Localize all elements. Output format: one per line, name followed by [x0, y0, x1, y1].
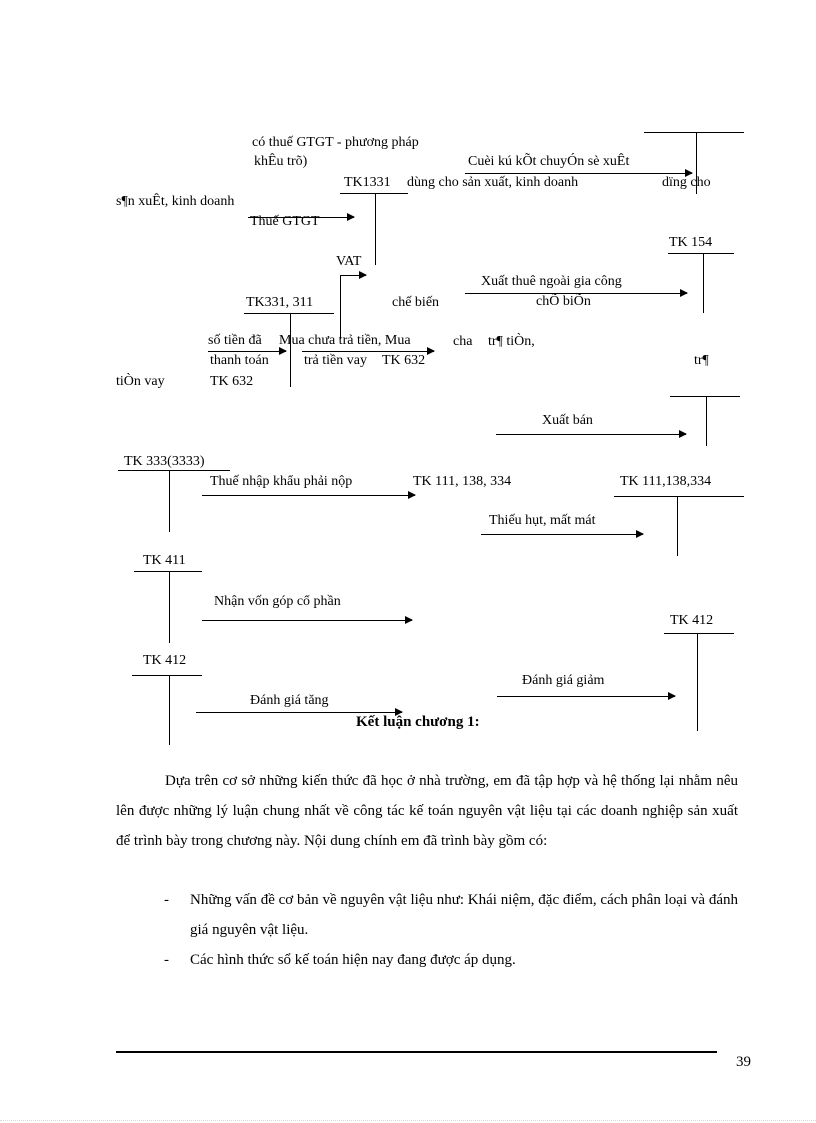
account-line — [169, 675, 170, 745]
account-line — [677, 496, 678, 556]
body-paragraph: Dựa trên cơ sở những kiến thức đã học ở nhà trường, em đã tập hợp và hệ thống lại nhằm nêu lên được những lý luận chung nhất về công tác kế toán nguyên vật liệu tại các doanh nghiệp sản xuất để trình bày trong chương này. Nội dung chính em đã trình bày gồm có: — [116, 773, 738, 849]
diagram-label: khÊu trõ) — [254, 154, 308, 169]
account-label: TK331, 311 — [246, 295, 314, 310]
account-line — [244, 313, 334, 314]
diagram-label: tr¶ — [694, 353, 709, 368]
diagram-label: VAT — [336, 254, 362, 269]
arrow — [196, 712, 402, 713]
arrow — [497, 696, 675, 697]
diagram-label: Xuất thuê ngoài gia công — [481, 274, 622, 289]
account-label: TK 111, 138, 334 — [413, 474, 512, 489]
account-line — [169, 571, 170, 643]
diagram-label: chÕ biÕn — [536, 294, 591, 309]
bullet-item: Những vấn đề cơ bản về nguyên vật liệu như: Khái niệm, đặc điểm, cách phân loại và đánh giá nguyên vật liệu. — [190, 892, 738, 938]
account-label: TK 154 — [669, 235, 713, 250]
diagram-label: Xuất bán — [542, 413, 593, 428]
diagram-label: Đánh giá tăng — [250, 693, 329, 708]
diagram-label: cha — [453, 334, 473, 349]
connector-line — [340, 275, 341, 339]
account-line — [644, 132, 744, 133]
page-bottom-edge — [0, 1120, 816, 1121]
diagram-label: chế biến — [392, 295, 440, 310]
diagram-label: Thiếu hụt, mất mát — [489, 513, 596, 528]
account-label: TK 411 — [143, 553, 186, 568]
footer-rule — [116, 1051, 717, 1053]
account-label: TK 111,138,334 — [620, 474, 712, 489]
bullet-marker: - — [164, 952, 169, 968]
account-label: TK 412 — [143, 653, 187, 668]
diagram-label: số tiền đã — [208, 333, 262, 348]
account-line — [668, 253, 734, 254]
arrow — [481, 534, 643, 535]
account-line — [614, 496, 744, 497]
diagram-label: dïng cho — [662, 175, 711, 190]
account-line — [703, 253, 704, 313]
diagram-label: Nhận vốn góp cổ phần — [214, 594, 341, 609]
page-number: 39 — [736, 1054, 751, 1070]
diagram-label: tr¶ tiÒn, — [488, 334, 535, 349]
diagram-label: Thuế GTGT — [250, 214, 320, 229]
account-line — [340, 193, 408, 194]
diagram-label: Đánh giá giảm — [522, 673, 605, 688]
arrow — [202, 495, 415, 496]
account-line — [134, 571, 202, 572]
account-line — [118, 470, 230, 471]
diagram-label: Cuèi kú kÕt chuyÓn sè xuÊt — [468, 154, 630, 169]
account-label: TK 412 — [670, 613, 714, 628]
diagram-label: trả tiền vay — [304, 353, 367, 368]
diagram-label: Thuế nhập khẩu phải nộp — [210, 474, 353, 489]
account-line — [375, 193, 376, 265]
diagram-label: có thuế GTGT - phương pháp — [252, 135, 419, 150]
account-label: TK1331 — [344, 175, 391, 190]
account-line — [132, 675, 202, 676]
arrow — [208, 351, 286, 352]
account-line — [670, 396, 740, 397]
arrow — [340, 275, 366, 276]
bullet-item: Các hình thức sổ kế toán hiện nay đang được áp dụng. — [190, 952, 516, 968]
bullet-marker: - — [164, 892, 169, 908]
diagram-label: dùng cho sản xuất, kinh doanh — [407, 175, 579, 190]
arrow — [302, 351, 434, 352]
account-line — [290, 313, 291, 387]
section-heading: Kết luận chương 1: — [356, 714, 480, 730]
account-line — [169, 470, 170, 532]
arrow — [496, 434, 686, 435]
account-label: TK 632 — [382, 353, 426, 368]
arrow — [202, 620, 412, 621]
account-line — [706, 396, 707, 446]
diagram-label: thanh toán — [210, 353, 269, 368]
account-line — [664, 633, 734, 634]
account-label: TK 333(3333) — [124, 454, 205, 469]
diagram-label: tiÒn vay — [116, 374, 165, 389]
diagram-label: Mua chưa trả tiền, Mua — [279, 333, 411, 348]
account-label: TK 632 — [210, 374, 254, 389]
arrow — [465, 173, 692, 174]
diagram-label: s¶n xuÊt, kinh doanh — [116, 194, 235, 209]
account-line — [697, 633, 698, 731]
